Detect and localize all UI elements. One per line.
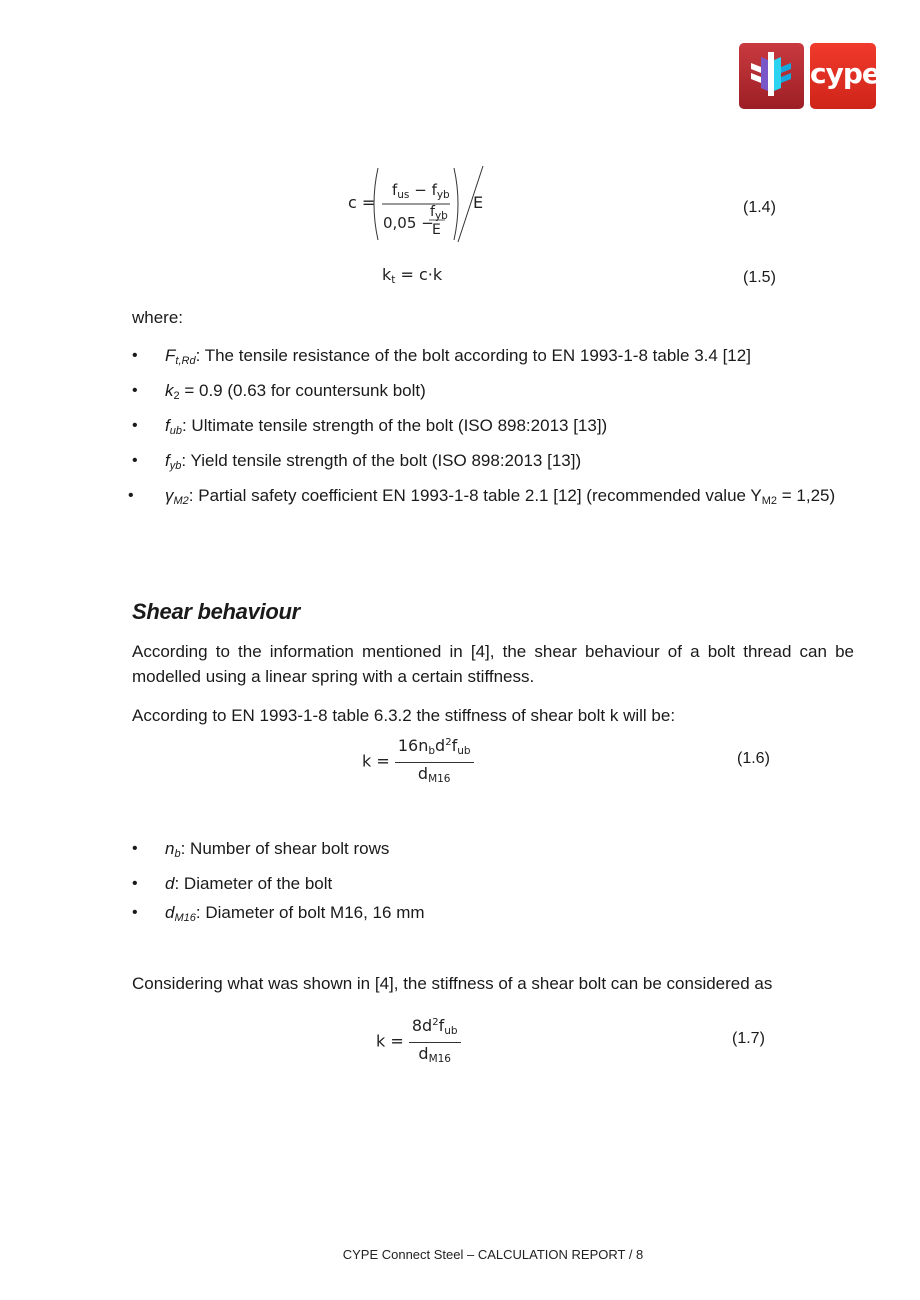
cype-logo [739, 43, 880, 110]
equation-1-4 [346, 164, 506, 244]
equation-1-4-den-E: E [432, 222, 441, 238]
equation-1-4-outer-E: E [473, 193, 484, 212]
list-item: • fub: Ultimate tensile strength of the bolt (ISO 898:2013 [13]) [132, 413, 854, 444]
equation-1-7: k = $\frac{8d^2f_{ub}}{d_{M16}}$ [376, 1013, 461, 1069]
paragraph-shear-consideration: Considering what was shown in [4], the stiffness of a shear bolt can be considered as [132, 974, 773, 993]
list-item: • Ft,Rd: The tensile resistance of the bolt according to EN 1993-1-8 table 3.4 [12] [132, 343, 854, 374]
list-item: • γM2: Partial safety coefficient EN 1993-1-8 table 2.1 [12] (recommended value YM2 = 1,25) [132, 483, 854, 514]
section-heading: Shear behaviour [132, 599, 300, 624]
equation-1-4-den-const: 0,05 − [383, 214, 434, 232]
equation-number-1-6: (1.6) [737, 750, 770, 767]
equation-number-1-5: (1.5) [743, 269, 776, 286]
equation-1-4-numerator: $f_{us} - f_{yb}$ [392, 181, 450, 201]
list-item: • k2 = 0.9 (0.63 for countersunk bolt) [132, 378, 854, 409]
cype-logo-text: cype [810, 57, 880, 90]
page-footer: CYPE Connect Steel – CALCULATION REPORT / 8 [342, 1247, 644, 1262]
list-item: • fyb: Yield tensile strength of the bolt (ISO 898:2013 [13]) [132, 448, 854, 479]
equation-number-1-4: (1.4) [743, 199, 776, 216]
where-label: where: [132, 308, 184, 327]
equation-1-6: k = $\frac{16n_bd^2f_{ub}}{d_{M16}}$ [362, 733, 474, 789]
equation-1-4-den-f: $f_{yb}$ [430, 204, 448, 222]
list-item: • d: Diameter of the bolt [132, 871, 854, 896]
paragraph-shear-stiffness: According to EN 1993-1-8 table 6.3.2 the stiffness of shear bolt k will be: [132, 706, 676, 725]
equation-1-4-lhs: c = [348, 193, 376, 212]
equation-number-1-7: (1.7) [732, 1030, 765, 1047]
list-item: • nb: Number of shear bolt rows [132, 836, 854, 867]
shear-variable-list [132, 836, 854, 935]
equation-1-5: $k_t = c\cdot k$ [382, 265, 443, 286]
paragraph-shear-intro: According to the information mentioned in [4], the shear behaviour of a bolt thread can be modelled using a linear spring with a certain stiffness. [132, 642, 854, 686]
list-item: • dM16: Diameter of bolt M16, 16 mm [132, 900, 854, 931]
tensile-variable-list [132, 343, 854, 518]
